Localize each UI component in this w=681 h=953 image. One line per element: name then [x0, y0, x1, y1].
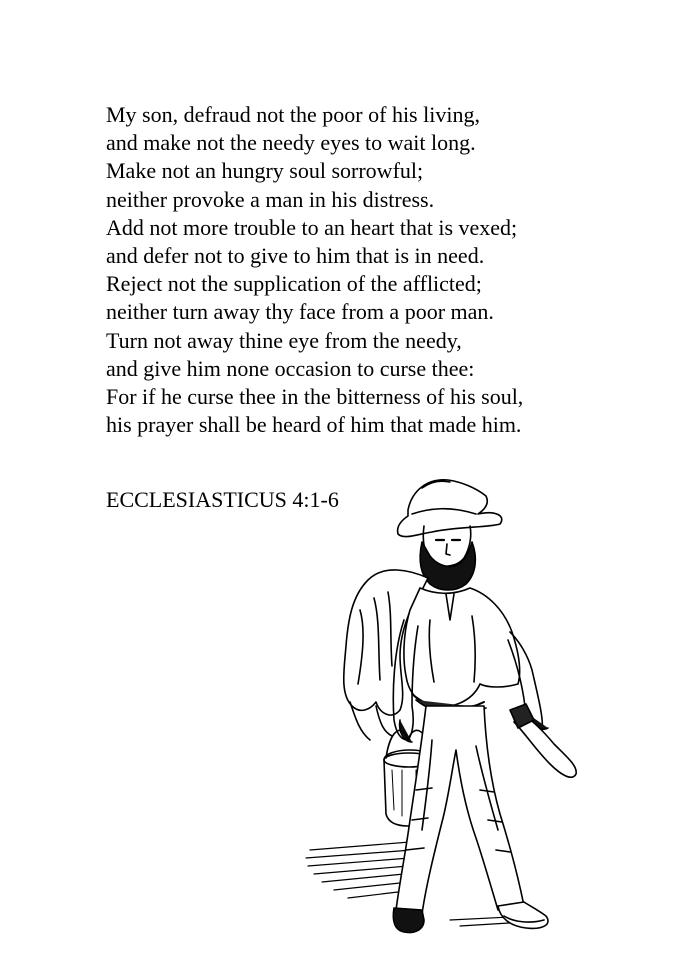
right-boot	[498, 902, 548, 928]
bearded-man-with-bucket-icon	[300, 470, 590, 940]
left-boot	[393, 908, 424, 933]
verse-text	[106, 101, 523, 439]
verse-line: Turn not away thine eye from the needy,	[106, 327, 462, 353]
shirt	[404, 588, 520, 707]
hat	[398, 480, 502, 537]
verse-line: neither turn away thy face from a poor man.	[106, 299, 494, 325]
verse-line: and make not the needy eyes to wait long.	[106, 130, 476, 156]
verse-line: My son, defraud not the poor of his living,	[106, 102, 480, 127]
verse-line: neither provoke a man in his distress.	[106, 186, 435, 212]
verse-line: and give him none occasion to curse thee:	[106, 355, 475, 381]
beard	[420, 542, 475, 590]
verse-citation: ECCLESIASTICUS 4:1-6	[106, 487, 339, 512]
verse-line: For if he curse thee in the bitterness of his soul,	[106, 384, 524, 410]
verse-line: Add not more trouble to an heart that is vexed;	[106, 214, 518, 240]
verse-line: and defer not to give to him that is in need.	[106, 243, 485, 269]
trousers	[396, 706, 524, 914]
verse-line: Reject not the supplication of the afflicted;	[106, 271, 482, 297]
verse-line: Make not an hungry soul sorrowful;	[106, 158, 424, 184]
verse-line: his prayer shall be heard of him that made him.	[106, 412, 522, 438]
